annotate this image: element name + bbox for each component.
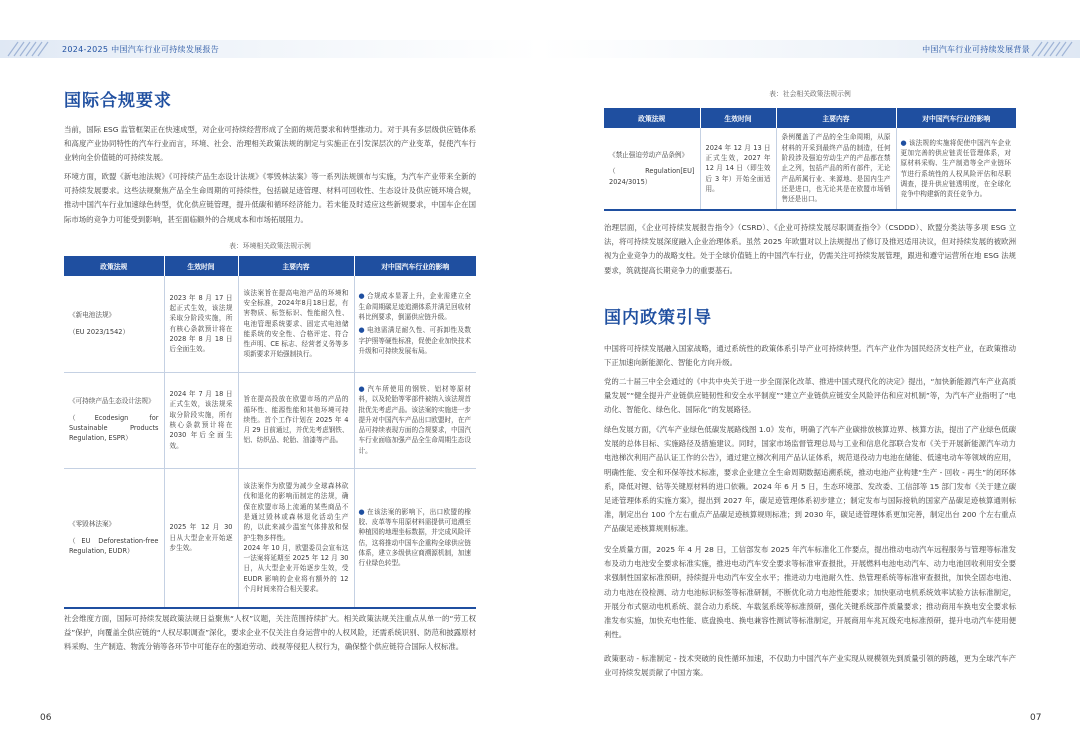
paragraph-intro: 当前，国际 ESG 监管框架正在快速成型，对企业可持续经营形成了全面的规范要求和转型推动力。对于具有多层级供应链体系和高度产业协同特性的汽车行业而言，环境、社会、治理相关政策法规的制定与实施正在引发深层次的产业变革，促使汽车行业转向全价值链的可持续发展。 [64, 125, 476, 163]
table-header-row [604, 108, 1016, 128]
impact-text: 合规成本显著上升，企业需建立全生命周期碳足迹追溯体系并满足回收材料比例要求，倒逼供应链升级。 [358, 292, 472, 321]
regulation-name-cell [64, 468, 164, 608]
main-content-cell: 旨在提高投放在欧盟市场的产品的循环性、能源性能和其他环境可持续性。首个工作计划在 2025 年 4 月 29 日前通过，并优先考虑钢铁、铝、纺织品、轮胎、油漆等产品。 [238, 372, 354, 468]
environment-regulations-table [64, 256, 476, 609]
paragraph-domestic-intro: 中国将可持续发展融入国家战略，通过系统性的政策体系引导产业可持续转型。汽车产业作为国民经济支柱产业，在政策推动下正加速向新能源化、智能化方向升级。 [604, 344, 1016, 368]
table-row [604, 128, 1016, 210]
table-row [64, 276, 476, 372]
impact-cell [354, 276, 476, 372]
regulation-name-cell [604, 128, 700, 210]
impact-text: 在该法案的影响下，出口欧盟的橡胶、皮革等车用原材料需提供可追溯至种植园的地理坐标数据，并完成风险评估，这将推动中国车企重构全球供应链体系，建立多级供应商溯源机制，加速行业绿色转型。 [358, 507, 472, 568]
column-header: 生效时间 [700, 108, 776, 128]
header-stripes-icon [6, 40, 56, 58]
impact-cell [354, 372, 476, 468]
column-header: 对中国汽车行业的影响 [896, 108, 1016, 128]
paragraph-party-congress: 党的二十届三中全会通过的《中共中央关于进一步全面深化改革、推进中国式现代化的决定》提出，“加快新能源汽车产业高质量发展”“健全提升产业链供应链韧性和安全水平制度”“建立产业链供应链安全风险评估和应对机制”等，为汽车产业指明了“电动化、智能化、绿色化、国际化”的发展路径。 [604, 377, 1016, 415]
regulation-code: （Ecodesign for Sustainable Products Regulation, ESPR） [69, 413, 159, 443]
regulation-name: 《新电池法规》 [69, 311, 116, 320]
bullet-icon: ● [358, 507, 365, 516]
effective-time-cell: 2024 年 7 月 18 日正式生效，该法规采取分阶段实施，所有核心条款预计将在 2030 年后全面生效。 [164, 372, 238, 468]
column-header: 政策法规 [604, 108, 700, 128]
table-caption-social: 表：社会相关政策法规示例 [769, 90, 851, 98]
effective-time-cell: 2025 年 12 月 30 日从大型企业开始逐步生效。 [164, 468, 238, 608]
section-title-domestic: 国内政策引导 [604, 308, 712, 328]
impact-text: 汽车所使用的钢铁、铝材等原材料，以及轮胎等零部件被纳入该法规首批优先考虑产品。该法案的实施进一步提升对中国汽车产品出口欧盟时，在产品可持续表现方面的合规要求，中国汽车行业面临加强产品全生命周期生态设计。 [358, 384, 472, 455]
regulation-code: （Regulation[EU] 2024/3015） [609, 167, 695, 186]
impact-cell [354, 468, 476, 608]
regulation-name: 《禁止强迫劳动产品条例》 [609, 151, 689, 160]
bullet-icon: ● [358, 292, 365, 301]
column-header: 政策法规 [64, 256, 164, 276]
regulation-name-cell [64, 276, 164, 372]
bullet-icon: ● [900, 138, 907, 147]
header-stripes-icon [1024, 40, 1074, 58]
effective-time-cell: 2024 年 12 月 13 日正式生效，2027 年 12 月 14 日（即生效后 3 年）开始全面适用。 [700, 128, 776, 210]
page-number-right: 07 [1030, 713, 1042, 723]
column-header: 主要内容 [776, 108, 896, 128]
paragraph-green-development: 绿色发展方面，《汽车产业绿色低碳发展路线图 1.0》发布，明确了汽车产业碳排放核算边界、核算方法，提出了产业绿色低碳发展的总体目标、实施路径及措施建议。同时，国家市场监督管理总局与工业和信息化部联合发布《关于开展新能源汽车动力电池梯次利用产品认证工作的公告》，通过建立梯次利用产品认证体系，规范退役动力电池在储能、低速电动车等领域的应用，明确性能、安全和环保等技术标准，要求企业建立全生命周期数据追溯系统，推动电池产业构建“生产 - 回收 - 再生”的闭环体系，降低对锂、钴等关键原材料的进口依赖。2024 年 6 月 5 日，生态环境部、发改委、工信部等 15 部门发布《关于建立碳足迹管理体系的实施方案》，提出到 2027 年，碳足迹管理体系初步建立；制定发布与国际接轨的国家产品碳足迹核算通则标准，制定出台 100 个左右重点产品碳足迹核算规则标准；到 2030 年，碳足迹管理体系更加完善，制定出台 200 个左右重点产品碳足迹核算规则标准。 [604, 425, 1016, 534]
column-header: 对中国汽车行业的影响 [354, 256, 476, 276]
main-content-cell: 该法案旨在提高电池产品的环境和安全标准，2024年8月18日起，有害物质、标签标识、性能耐久性、电池管理系统要求、固定式电池储能系统的安全性、合格评定、符合性声明、CE 标志、经营者义务等多项新要求开始强制执行。 [238, 276, 354, 372]
header-left [0, 40, 540, 58]
paragraph-conclusion: 政策驱动 - 标准制定 - 技术突破的良性循环加速，不仅助力中国汽车产业实现从规模领先到质量引领的跨越，更为全球汽车产业可持续发展贡献了中国方案。 [604, 654, 1016, 678]
impact-cell [896, 128, 1016, 210]
bullet-icon: ● [358, 326, 365, 335]
bullet-icon: ● [358, 384, 366, 393]
header-right [540, 40, 1080, 58]
table-row [64, 372, 476, 468]
column-header: 主要内容 [238, 256, 354, 276]
main-content-cell: 该法案作为欧盟为减少全球森林砍伐和退化的影响而制定的法规，确保在欧盟市场上流通的某些商品不是通过毁林或森林退化活动生产的，以此来减少温室气体排放和保护生物多样性。 2024 年 10 月，欧盟委员会宣布这一法案将延期至 2025 年 12 月 30 日，从大型企业开始逐步生效，受 EUDR 影响的企业将有额外的 12 个月时间来符合相关要求。 [238, 468, 354, 608]
social-regulations-table [604, 108, 1016, 211]
regulation-name: 《零毁林法案》 [69, 520, 116, 529]
paragraph-governance: 治理层面，《企业可持续发展报告指令》（CSRD）、《企业可持续发展尽职调查指令》（CSDDD）、欧盟分类法等多项 ESG 立法，将可持续发展深度融入企业治理体系。虽然 2025 年欧盟对以上法规提出了修订及推迟适用决议，但对持续发展的被欧洲视为企业竞争力的战略支柱。处于全球价值链上的中国汽车行业，仍需关注可持续发展管理，跟进和遵守运营所在地 ESG 法规要求，筑就提高长期竞争力的重要基石。 [604, 223, 1016, 275]
impact-text: 该法规的实施将促使中国汽车企业更加完善的供应链责任管理体系，对原材料采购、生产制造等全产业链环节进行系统性的人权风险评估和尽职调查，提升供应链透明度，在全球化竞争中构建新的责任竞争力。 [900, 138, 1012, 199]
paragraph-environment: 环境方面，欧盟《新电池法规》《可持续产品生态设计法规》《零毁林法案》等一系列法规颁布与实施，为汽车产业带来全新的可持续发展要求。这些法规聚焦产品全生命周期的可持续性，包括碳足迹管理、材料可回收性、生态设计及供应链环境合规，推动中国汽车行业加速绿色转型，优化供应链管理，提升低碳和循环经济能力。若未能及时适应这些新规要求，中国车企在国际市场的竞争力可能受到影响，甚至面临额外的合规成本和市场拓展阻力。 [64, 172, 476, 224]
page-number-left: 06 [40, 713, 52, 723]
regulation-code: （EU 2023/1542） [69, 327, 130, 336]
paragraph-social: 社会维度方面，国际可持续发展政策法规日益聚焦“人权”议题，关注范围持续扩大。相关政策法规关注重点从单一的“劳工权益”保护，向覆盖全供应链的“人权尽职调查”深化，要求企业不仅关注自身运营中的人权风险，还需系统识别、防范和披露原材料采购、生产制造、物流分销等各环节中可能存在的强迫劳动、歧视等侵犯人权行为，确保整个供应链符合国际人权标准。 [64, 614, 476, 652]
table-caption-environment: 表：环境相关政策法规示例 [229, 242, 311, 250]
section-title-international: 国际合规要求 [64, 91, 172, 111]
table-row [64, 468, 476, 608]
main-content-cell: 条例覆盖了产品的全生命周期，从原材料的开采到最终产品的制造，任何阶段涉及强迫劳动生产的产品都在禁止之列，包括产品的所有部件，无论产品所属行业、来源地、是国内生产还是进口，也无论其是在欧盟市场销售还是出口。 [776, 128, 896, 210]
regulation-name-cell [64, 372, 164, 468]
regulation-name: 《可持续产品生态设计法规》 [69, 397, 155, 406]
header-left-title: 2024-2025 中国汽车行业可持续发展报告 [62, 44, 220, 54]
effective-time-cell: 2023 年 8 月 17 日起正式生效，该法规采取分阶段实施，所有核心条款预计将在 2028 年 8 月 18 日后全面生效。 [164, 276, 238, 372]
impact-text: 电池需满足耐久性、可拆卸性及数字护照等硬性标准，促使企业加快技术升级和可持续发展布局。 [358, 326, 472, 355]
header-right-title: 中国汽车行业可持续发展背景 [922, 44, 1030, 54]
regulation-code: （EU Deforestation-free Regulation, EUDR） [69, 536, 159, 555]
table-header-row [64, 256, 476, 276]
column-header: 生效时间 [164, 256, 238, 276]
paragraph-safety-quality: 安全质量方面，2025 年 4 月 28 日，工信部发布 2025 年汽车标准化工作要点，提出推动电动汽车远程服务与管理等标准发布及动力电池安全要求标准实施，推进电动汽车安全要求等标准审查报批，开展燃料电池电动汽车、动力电池回收利用安全要求强制性国家标准预研，持续提升电动汽车安全水平；推进动力电池耐久性、热管理系统等标准审查报批，加快全固态电池、动力电池在役检测、动力电池标识标签等标准研制，不断优化动力电池性能要求；加快驱动电机系统效率试验方法标准制定，开展分布式驱动电机系统、混合动力系统、车载氢系统等标准预研，强化关键系统部件质量要求；推动商用车换电安全要求标准发布实施，加快充电性能、底盘换电、换电兼容性测试等标准制定，开展商用车兆瓦级充电标准预研，提升电动汽车使用便利性。 [604, 545, 1016, 640]
